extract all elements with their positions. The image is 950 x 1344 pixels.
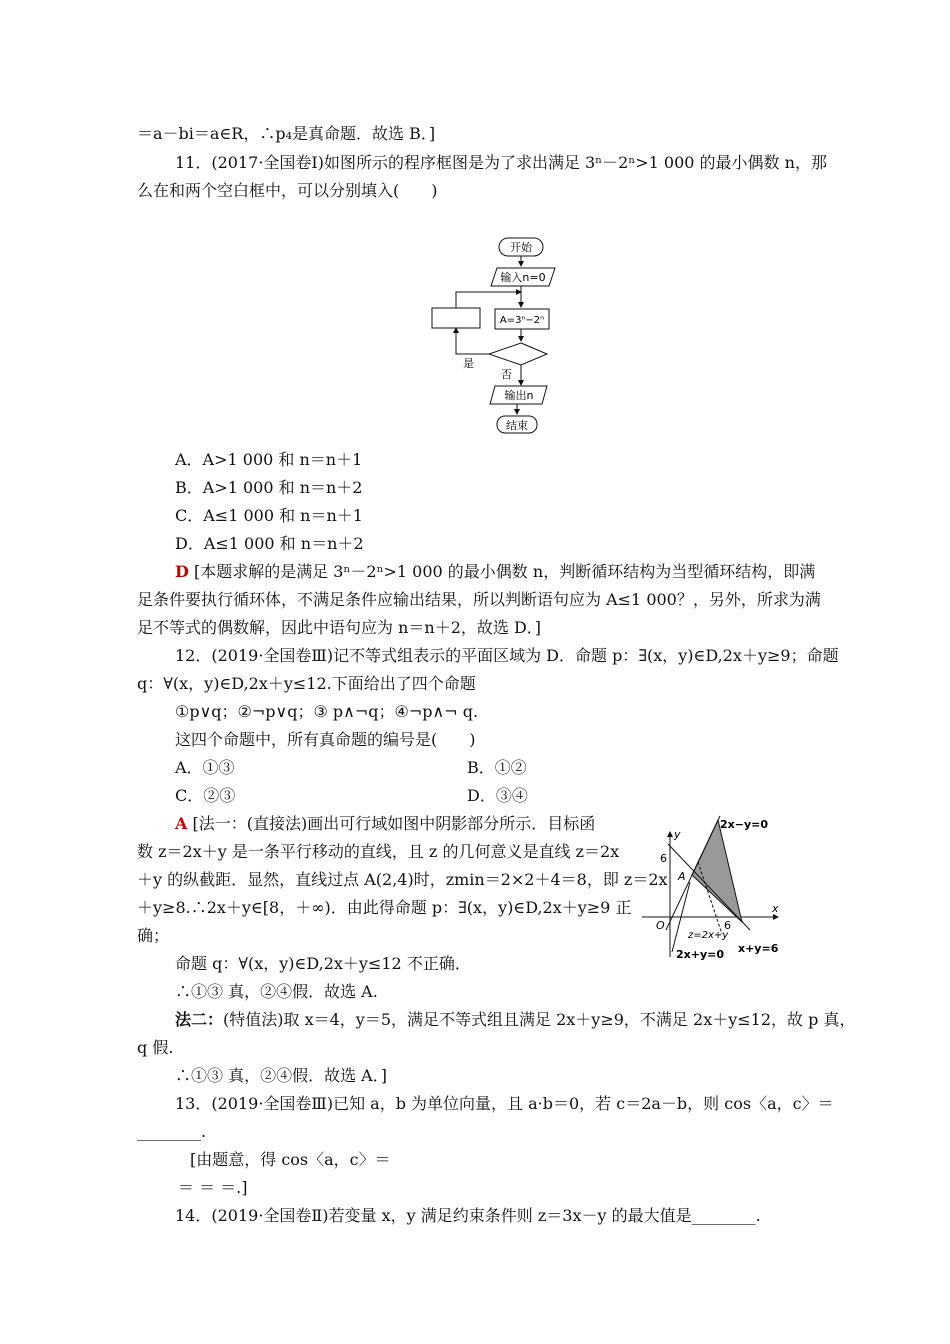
answer-12-line-5: 确； bbox=[137, 926, 170, 945]
end-label: 结束 bbox=[506, 419, 528, 432]
answer-11-line-3: 足不等式的偶数解，因此中语句应为 n＝n＋2，故选 D．] bbox=[137, 618, 542, 637]
shaded-region bbox=[692, 820, 742, 922]
question-12-line-2: q：∀(x，y)∈D,2x＋y≤12.下面给出了四个命题 bbox=[137, 674, 476, 693]
label-2x-plus-y: 2x+y=0 bbox=[676, 948, 725, 961]
label-x-plus-y: x+y=6 bbox=[738, 942, 779, 955]
y-axis-label: y bbox=[674, 828, 681, 841]
answer-12-line-1 bbox=[175, 814, 595, 834]
answer-11-letter: D bbox=[175, 562, 189, 581]
answer-11-line-2: 足条件要执行循环体，不满足条件应输出结果，所以判断语句应为 A≤1 000？，另外，所求为满 bbox=[137, 590, 821, 609]
feasible-region-graph bbox=[640, 812, 790, 962]
option-c: C．A≤1 000 和 n＝n＋1 bbox=[175, 506, 363, 525]
question-12-line-3: ①p∨q；②¬p∨q；③ p∧¬q；④¬p∧¬ q. bbox=[175, 702, 479, 721]
answer-12-line-9: q 假. bbox=[137, 1038, 174, 1057]
output-label: 输出n bbox=[504, 389, 534, 402]
method-2-label: 法二： bbox=[175, 1010, 224, 1029]
line-1: ＝a－bi＝a∈R，∴p₄是真命题．故选 B．] bbox=[137, 124, 436, 143]
method-2-text: (特值法)取 x＝4，y＝5，满足不等式组且满足 2x＋y≥9，不满足 2x＋y≤12，故 p 真， bbox=[223, 1010, 856, 1029]
input-label: 输入n=0 bbox=[500, 271, 546, 284]
assign-label: A=3ⁿ−2ⁿ bbox=[499, 315, 545, 326]
question-12-line-1: 12．(2019·全国卷Ⅲ)记不等式组表示的平面区域为 D．命题 p：∃(x，y)∈D,2x＋y≥9；命题 bbox=[175, 646, 839, 665]
answer-12-line-7: ∴①③ 真，②④假．故选 A. bbox=[175, 982, 378, 1001]
origin-label: O bbox=[656, 919, 665, 932]
answer-11-text-1: [本题求解的是满足 3ⁿ－2ⁿ>1 000 的最小偶数 n，判断循环结构为当型循环结构，即满 bbox=[193, 562, 816, 581]
decision-diamond bbox=[489, 343, 547, 365]
question-12-option-b: B．①② bbox=[467, 758, 527, 777]
answer-12-line-6: 命题 q：∀(x，y)∈D,2x＋y≤12 不正确． bbox=[175, 954, 471, 973]
question-13-line-1: 13．(2019·全国卷Ⅲ)已知 a，b 为单位向量，且 a·b＝0，若 c＝2a－b，则 cos〈a，c〉＝ bbox=[175, 1094, 834, 1113]
point-a-label: A bbox=[678, 870, 686, 883]
question-11-line-2: 么在和两个空白框中，可以分别填入( ) bbox=[137, 181, 438, 200]
answer-12-line-4: ＋y≥8.∴2x＋y∈[8，＋∞)．由此得命题 p：∃(x，y)∈D,2x＋y≥9 正 bbox=[137, 898, 632, 917]
blank-box bbox=[432, 308, 480, 328]
answer-13-line-2: ＝ ＝ ＝.] bbox=[178, 1178, 248, 1197]
answer-12-line-2: 数 z＝2x＋y 是一条平行移动的直线，且 z 的几何意义是直线 z＝2x bbox=[137, 842, 620, 861]
answer-12-letter: A bbox=[175, 814, 188, 833]
question-12-option-d: D．③④ bbox=[467, 786, 528, 805]
answer-12-line-8 bbox=[175, 1010, 855, 1030]
answer-11-line-1 bbox=[175, 562, 815, 582]
yes-label: 是 bbox=[463, 357, 474, 370]
question-14-line-1: 14．(2019·全国卷Ⅱ)若变量 x，y 满足约束条件则 z＝3x－y 的最大值是________. bbox=[175, 1206, 761, 1225]
answer-12-line-10: ∴①③ 真，②④假．故选 A．] bbox=[175, 1066, 387, 1085]
answer-13-line-1: [由题意，得 cos〈a，c〉＝ bbox=[190, 1150, 391, 1169]
answer-12-line-3: ＋y 的纵截距．显然，直线过点 A(2,4)时，zmin＝2×2＋4＝8，即 z＝2x bbox=[137, 870, 668, 889]
question-12-option-c: C．②③ bbox=[175, 786, 236, 805]
option-b: B．A>1 000 和 n＝n＋2 bbox=[175, 478, 363, 497]
question-11-line-1: 11．(2017·全国卷Ⅰ)如图所示的程序框图是为了求出满足 3ⁿ－2ⁿ>1 000 的最小偶数 n，那 bbox=[175, 153, 827, 172]
tick-x-6: 6 bbox=[724, 919, 731, 932]
label-2x-minus-y: 2x−y=0 bbox=[720, 818, 769, 831]
question-12-line-4: 这四个命题中，所有真命题的编号是( ) bbox=[175, 730, 476, 749]
option-d: D．A≤1 000 和 n＝n＋2 bbox=[175, 534, 364, 553]
question-12-option-a: A．①③ bbox=[175, 758, 235, 777]
x-axis-label: x bbox=[772, 902, 779, 915]
question-13-line-2: ________. bbox=[137, 1122, 207, 1141]
option-a: A．A>1 000 和 n＝n＋1 bbox=[175, 450, 363, 469]
no-label: 否 bbox=[501, 368, 512, 381]
answer-12-text-1: [法一：(直接法)画出可行域如图中阴影部分所示．目标函 bbox=[192, 814, 596, 833]
label-z: z=2x+y bbox=[688, 930, 729, 941]
flowchart bbox=[425, 230, 565, 440]
tick-y-6: 6 bbox=[660, 852, 667, 865]
start-label: 开始 bbox=[510, 241, 532, 254]
